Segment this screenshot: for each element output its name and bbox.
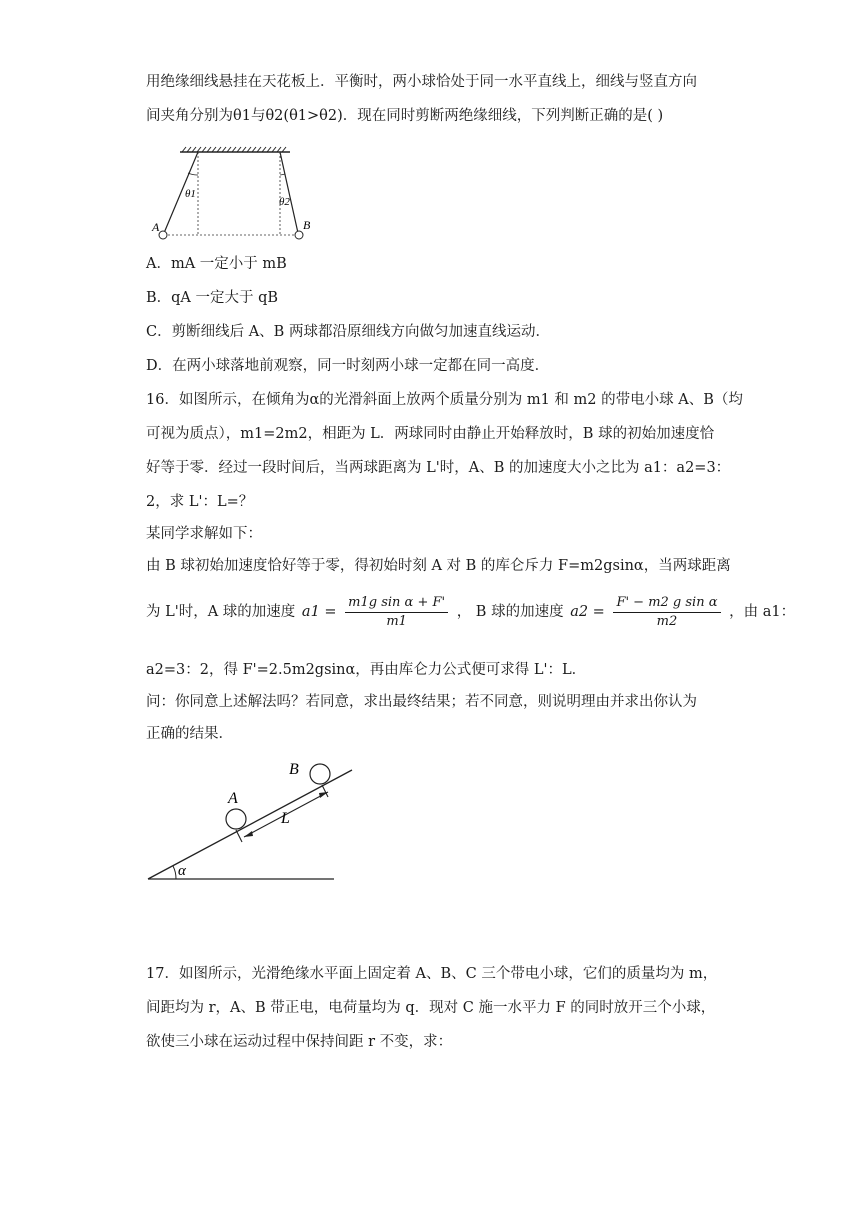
q16-text-line-8: 问：你同意上述解法吗？若同意，求出最终结果；若不同意，则说明理由并求出你认为 <box>146 694 697 710</box>
q16-text-line-3: 好等于零．经过一段时间后，当两球距离为 L'时，A、B 的加速度大小之比为 a1：a2=3： <box>146 460 731 476</box>
formula-suffix: ，由 a1： <box>729 604 796 620</box>
q16-incline-figure <box>140 752 360 887</box>
q15-text-line-1: 用绝缘细线悬挂在天花板上．平衡时，两小球恰处于同一水平直线上，细线与竖直方向 <box>146 74 697 90</box>
q16-formula-line <box>146 593 795 635</box>
label-b: B <box>303 218 311 232</box>
q15-text-line-2: 间夹角分别为θ1与θ2(θ1>θ2)．现在同时剪断两绝缘细线，下列判断正确的是( ) <box>146 108 664 124</box>
q16-text-line-5: 某同学求解如下： <box>146 526 262 542</box>
q16-text-line-1: 16．如图所示，在倾角为α的光滑斜面上放两个质量分别为 m1 和 m2 的带电小球 A、B（均 <box>146 392 743 408</box>
label-a: A <box>152 220 160 234</box>
formula-prefix: 为 L'时，A 球的加速度 <box>146 604 296 620</box>
q16-text-line-4: 2，求 L'：L=？ <box>146 494 254 510</box>
formula-a2-numerator: F' − m2 g sin α <box>613 595 720 613</box>
string-b <box>280 152 298 233</box>
q17-text-line-3: 欲使三小球在运动过程中保持间距 r 不变，求： <box>146 1034 453 1050</box>
formula-a2-fraction <box>613 595 720 630</box>
q15-option-d: D．在两小球落地前观察，同一时刻两小球一定都在同一高度． <box>146 358 550 374</box>
incline-label-l: L <box>281 810 290 827</box>
q16-text-line-7: a2=3：2，得 F'=2.5m2gsinα，再由库仑力公式便可求得 L'：L． <box>146 662 587 678</box>
q17-text-line-1: 17．如图所示，光滑绝缘水平面上固定着 A、B、C 三个带电小球，它们的质量均为 m， <box>146 966 718 982</box>
q15-option-a: A．mA 一定小于 mB <box>146 256 287 272</box>
incline-label-a: A <box>228 790 238 807</box>
incline-ball-b <box>310 764 330 784</box>
formula-a2-lhs: a2 = <box>570 604 605 620</box>
ball-a <box>159 231 167 239</box>
formula-a1-denominator: m1 <box>386 613 407 629</box>
incline-ball-a <box>226 809 246 829</box>
q16-text-line-6: 由 B 球初始加速度恰好等于零，得初始时刻 A 对 B 的库仑斥力 F=m2gsinα，当两球距离 <box>146 558 731 574</box>
incline-label-alpha: α <box>178 863 186 879</box>
q17-text-line-2: 间距均为 r，A、B 带正电，电荷量均为 q．现对 C 施一水平力 F 的同时放开三个小球， <box>146 1000 716 1016</box>
formula-mid: ， B 球的加速度 <box>456 604 564 620</box>
q15-pendulum-figure <box>150 145 320 245</box>
formula-a1-lhs: a1 = <box>301 604 337 620</box>
label-theta1: θ1 <box>185 188 196 200</box>
q15-option-c: C．剪断细线后 A、B 两球都沿原细线方向做匀加速直线运动． <box>146 324 550 340</box>
ball-b <box>295 231 303 239</box>
label-theta2: θ2 <box>279 196 290 208</box>
q16-text-line-9: 正确的结果． <box>146 726 233 742</box>
incline-label-b: B <box>289 761 299 778</box>
formula-a1-numerator: m1g sin α + F' <box>345 595 448 613</box>
q15-option-b: B．qA 一定大于 qB <box>146 290 279 306</box>
q16-text-line-2: 可视为质点），m1=2m2，相距为 L．两球同时由静止开始释放时，B 球的初始加速度恰 <box>146 426 715 442</box>
formula-a1-fraction <box>345 595 448 630</box>
formula-a2-denominator: m2 <box>656 613 678 629</box>
